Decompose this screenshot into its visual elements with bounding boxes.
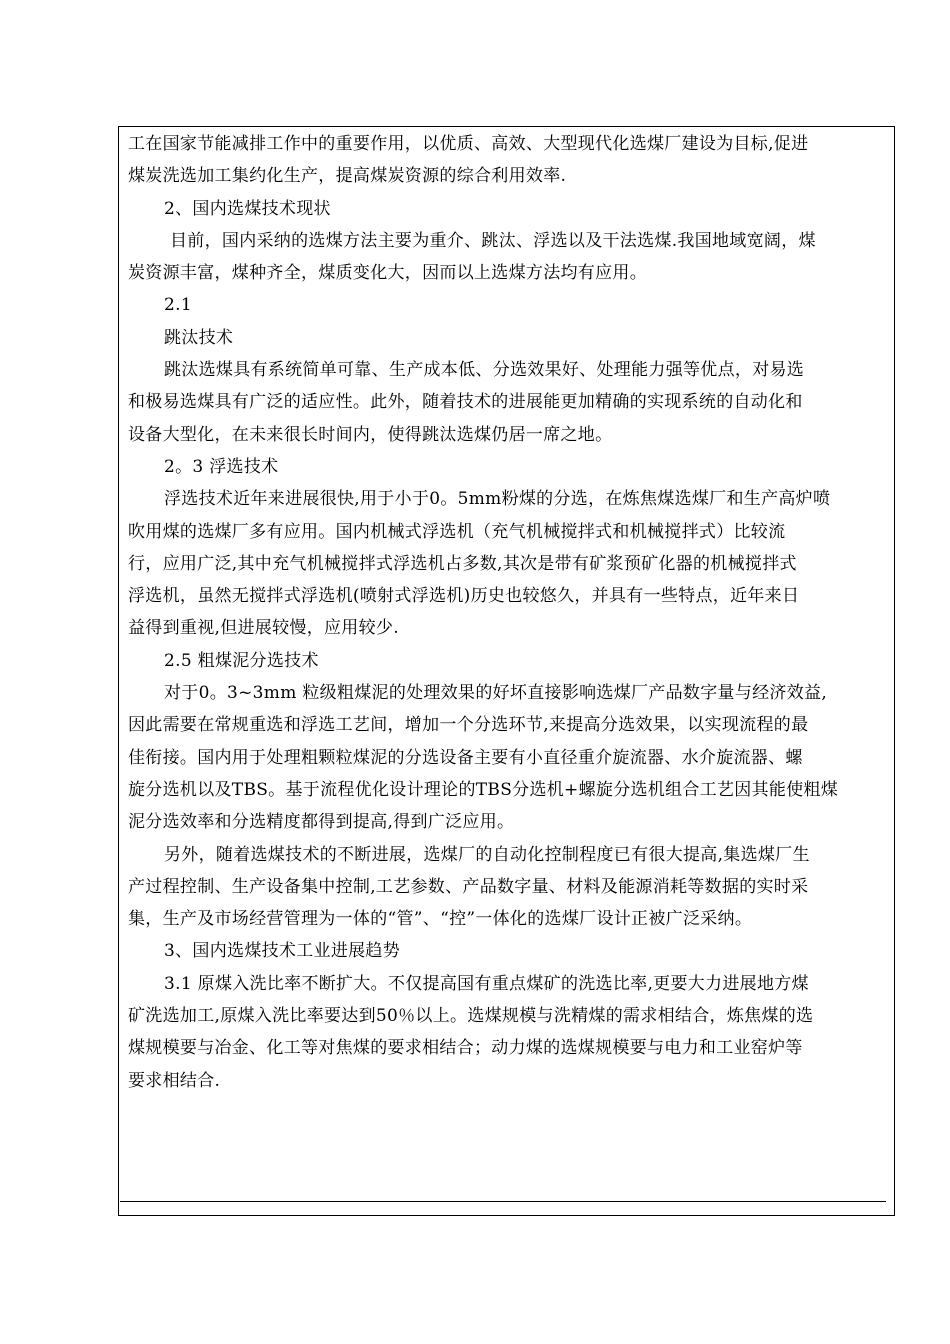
- text-line: 产过程控制、生产设备集中控制,工艺参数、产品数字量、材料及能源消耗等数据的实时采: [128, 876, 809, 897]
- text-line: 炭资源丰富，煤种齐全，煤质变化大，因而以上选煤方法均有应用。: [128, 263, 647, 284]
- text-line: 3.1 原煤入洗比率不断扩大。不仅提高国有重点煤矿的洗选比率,更要大力进展地方煤: [164, 973, 809, 994]
- text-line: 行，应用广泛,其中充气机械搅拌式浮选机占多数,其次是带有矿浆预矿化器的机械搅拌式: [128, 553, 797, 574]
- text-line: 跳汰选煤具有系统简单可靠、生产成本低、分选效果好、处理能力强等优点，对易选: [164, 360, 805, 381]
- text-line: 吹用煤的选煤厂多有应用。国内机械式浮选机（充气机械搅拌式和机械搅拌式）比较流: [128, 521, 786, 542]
- document-body: [128, 128, 886, 1097]
- section-heading: 3、国内选煤技术工业进展趋势: [164, 941, 401, 962]
- text-line: 和极易选煤具有广泛的适应性。此外，随着技术的进展能更加精确的实现系统的自动化和: [128, 392, 803, 413]
- text-line: 泥分选效率和分选精度都得到提高,得到广泛应用。: [128, 812, 515, 833]
- text-line: 另外，随着选煤技术的不断进展，选煤厂的自动化控制程度已有很大提高,集选煤厂生: [164, 844, 810, 865]
- text-line: 矿洗选加工,原煤入洗比率要达到50％以上。选煤规模与洗精煤的需求相结合，炼焦煤的选: [128, 1006, 814, 1027]
- text-line: 目前，国内采纳的选煤方法主要为重介、跳汰、浮选以及干法选煤.我国地域宽阔，煤: [170, 230, 816, 251]
- text-line: 要求相结合.: [128, 1070, 221, 1091]
- text-line: 浮选技术近年来进展很快,用于小于0。5mm粉煤的分选，在炼焦煤选煤厂和生产高炉喷: [164, 489, 831, 510]
- text-line: 工在国家节能减排工作中的重要作用，以优质、高效、大型现代化选煤厂建设为目标,促进: [128, 134, 809, 154]
- subsection-heading: 2.5 粗煤泥分选技术: [164, 650, 319, 671]
- section-heading: 2、国内选煤技术现状: [164, 198, 331, 219]
- text-line: 旋分选机以及TBS。基于流程优化设计理论的TBS分选机+螺旋分选机组合工艺因其能使粗煤: [128, 779, 839, 800]
- text-line: 因此需要在常规重选和浮选工艺间，增加一个分选环节,来提高分选效果，以实现流程的最: [128, 715, 809, 736]
- text-line: 设备大型化，在未来很长时间内，使得跳汰选煤仍居一席之地。: [128, 424, 613, 445]
- text-line: 煤规模要与冶金、化工等对焦煤的要求相结合；动力煤的选煤规模要与电力和工业窑炉等: [128, 1038, 803, 1059]
- subsection-heading: 2。3 浮选技术: [164, 456, 279, 477]
- bottom-rule: [120, 1201, 886, 1202]
- text-line: 煤炭洗选加工集约化生产，提高煤炭资源的综合利用效率.: [128, 166, 567, 187]
- text-line: 益得到重视,但进展较慢，应用较少.: [128, 618, 399, 639]
- text-line: 对于0。3~3mm 粒级粗煤泥的处理效果的好坏直接影响选煤厂产品数字量与经济效益,: [164, 683, 828, 704]
- text-line: 集，生产及市场经营管理为一体的“管”、“控”一体化的选煤厂设计正被广泛采纳。: [128, 909, 753, 930]
- subsection-number: 2.1: [164, 295, 192, 316]
- text-line: 佳衔接。国内用于处理粗颗粒煤泥的分选设备主要有小直径重介旋流器、水介旋流器、螺: [128, 747, 803, 768]
- subsection-heading: 跳汰技术: [164, 327, 234, 348]
- text-line: 浮选机，虽然无搅拌式浮选机(喷射式浮选机)历史也较悠久，并具有一些特点，近年来日: [128, 586, 800, 607]
